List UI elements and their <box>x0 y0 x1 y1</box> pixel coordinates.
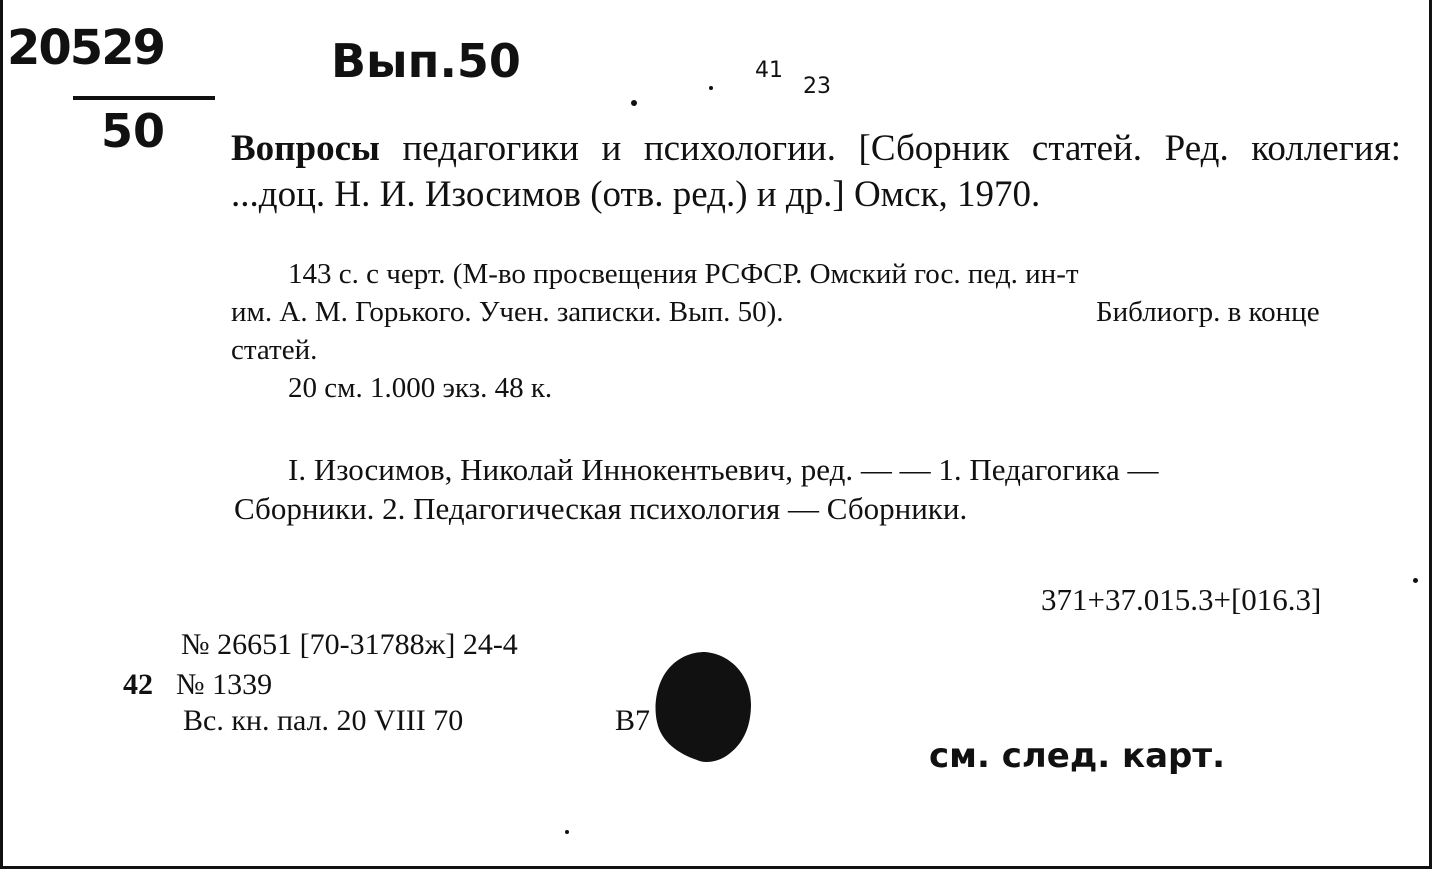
handwritten-call-number: 20529 <box>7 20 164 76</box>
collation-line-1: 143 с. с черт. (М-во просвещения РСФСР. Омский гос. пед. ин-т <box>288 258 1079 290</box>
collation-line-2: им. А. М. Горького. Учен. записки. Вып. 50). <box>231 296 784 328</box>
subject-headings-line-2: Сборники. 2. Педагогическая психология — Сборники. <box>234 491 968 526</box>
call-number-rule <box>73 96 215 100</box>
registration-line-2-prefix: 42 <box>123 668 153 701</box>
speck <box>631 100 637 106</box>
speck <box>709 86 713 90</box>
collation-line-2-bibliography: Библиогр. в конце <box>1096 296 1320 328</box>
handwritten-issue-note: Вып.50 <box>331 34 521 88</box>
entry-title-lead: Вопросы <box>231 128 380 169</box>
registration-line-3: Вс. кн. пал. 20 VIII 70 <box>183 704 464 737</box>
ink-blot <box>653 650 753 764</box>
handwritten-call-denominator: 50 <box>101 104 166 158</box>
collation-line-3: статей. <box>231 334 318 366</box>
continued-stamp: см. след. карт. <box>929 736 1226 776</box>
registration-line-1: № 26651 [70-31788ж] 24-4 <box>181 628 518 661</box>
format-line: 20 см. 1.000 экз. 48 к. <box>288 372 553 404</box>
subject-headings-line-1: I. Изосимов, Николай Иннокентьевич, ред. — — 1. Педагогика — <box>288 452 1159 487</box>
registration-code: В7 <box>615 704 651 737</box>
udc-classification: 371+37.015.3+[016.3] <box>1041 582 1322 617</box>
pencil-mark-b: 23 <box>803 74 831 99</box>
entry-title-rest: педагогики и психологии. [Сборник статей. Ред. коллегия: ...доц. Н. И. Изосимов (отв. ред.) и др.] Омск, 1970. <box>231 128 1401 215</box>
registration-line-2: № 1339 <box>176 668 273 701</box>
entry-title <box>231 126 1401 218</box>
pencil-mark-a: 41 <box>755 58 783 83</box>
speck <box>1413 578 1418 583</box>
speck <box>565 830 569 834</box>
